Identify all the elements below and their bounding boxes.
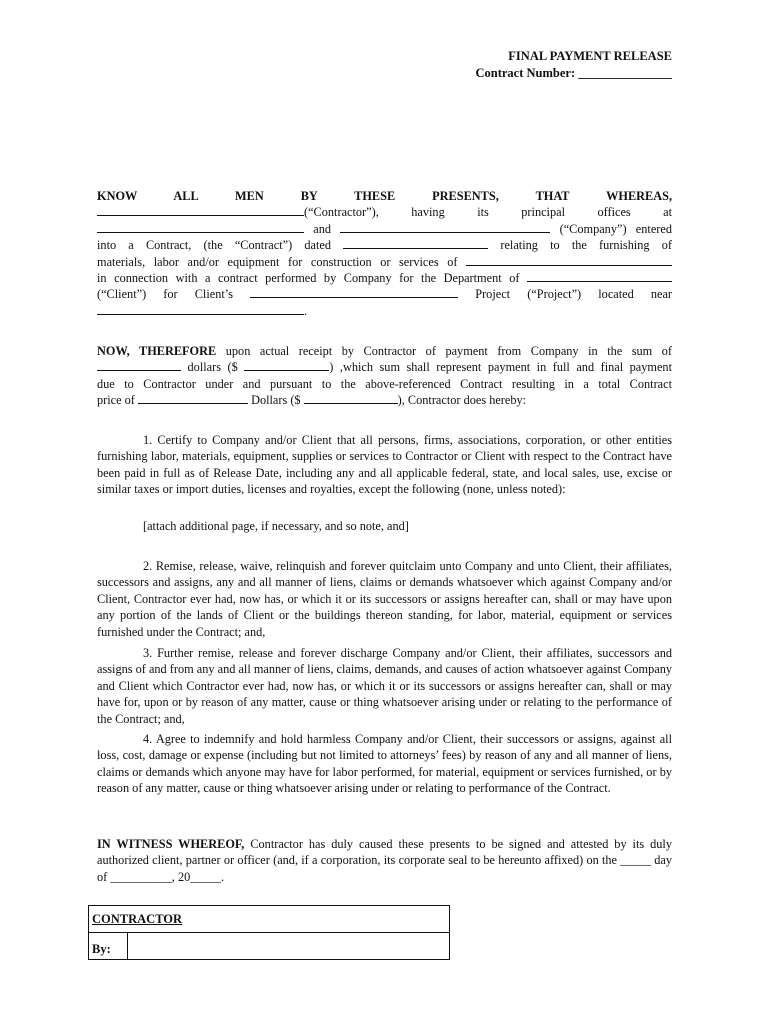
contract-date-blank[interactable] xyxy=(343,237,488,249)
signature-block xyxy=(88,905,450,960)
company-blank[interactable] xyxy=(340,221,550,233)
price-words-blank[interactable] xyxy=(138,392,248,404)
offices-blank[interactable] xyxy=(97,221,304,233)
recital-line-1: KNOW ALL MEN BY THESE PRESENTS, THAT WHEREAS, xyxy=(97,189,673,203)
signature-field[interactable] xyxy=(128,933,450,960)
recital-paragraph xyxy=(97,188,672,319)
now-therefore-paragraph xyxy=(97,343,672,409)
signature-heading: CONTRACTOR xyxy=(89,906,450,933)
payment-words-blank[interactable] xyxy=(97,359,181,371)
price-amount-blank[interactable] xyxy=(304,392,398,404)
by-label: By: xyxy=(89,933,128,960)
project-blank[interactable] xyxy=(250,286,458,298)
now-therefore-line-4: price of Dollars ($ ), Contractor does hereby: xyxy=(97,393,527,408)
location-blank[interactable] xyxy=(97,303,304,315)
contract-number: Contract Number: _______________ xyxy=(475,66,672,80)
now-therefore-line-1: NOW, THEREFORE upon actual receipt by Contractor of payment from Company in the sum of xyxy=(97,344,673,358)
recital-line-2: (“Contractor”), having its principal offices at xyxy=(97,204,672,220)
recital-line-3: and (“Company”) entered xyxy=(97,221,672,237)
recital-line-6: in connection with a contract performed by Company for the Department of xyxy=(97,270,672,286)
contractor-blank[interactable] xyxy=(97,204,304,216)
clause-1-note: [attach additional page, if necessary, and so note, and] xyxy=(143,519,409,533)
recital-line-5: materials, labor and/or equipment for construction or services of xyxy=(97,254,672,270)
document-title: FINAL PAYMENT RELEASE xyxy=(508,49,672,63)
recital-line-7: (“Client”) for Client’s Project (“Project”) located near xyxy=(97,287,673,302)
payment-amount-blank[interactable] xyxy=(244,359,329,371)
now-therefore-line-2: dollars ($ ) ,which sum shall represent payment in full and final payment xyxy=(97,359,672,375)
services-blank[interactable] xyxy=(466,254,672,266)
clause-4: 4. Agree to indemnify and hold harmless Company and/or Client, their successors or assigns, against all loss, cost, damage or expense (including but not limited to attorneys’ fees) by reason of any and all manner of liens, claims or demands which anyone may have for labor performed, for material, equipment or services furnished, or by reason of any matter, cause or thing whatsoever arising under or relating to performance of the Contract. xyxy=(97,732,672,796)
recital-line-4: into a Contract, (the “Contract”) dated relating to the furnishing of xyxy=(97,238,672,253)
clause-1: 1. Certify to Company and/or Client that all persons, firms, associations, corporation, or other entities furnishing labor, materials, equipment, supplies or services to Contractor or Client with respect to the Contract have been paid in full as of Release Date, including any and all applicable federal, state, and local sales, use, excise or similar taxes or import duties, licenses and royalties, except the following (none, unless noted): xyxy=(97,433,672,497)
document-header xyxy=(475,48,672,82)
witness-paragraph: IN WITNESS WHEREOF, Contractor has duly caused these presents to be signed and attested by its duly authorized client, partner or officer (and, if a corporation, its corporate seal to be hereunto affixed) on the _____ day of __________, 20_____. xyxy=(97,837,672,884)
clause-3: 3. Further remise, release and forever discharge Company and/or Client, their affiliates, successors and assigns of and from any and all manner of liens, claims, demands, and causes of action whatsoever against Company and Client which Contractor ever had, now has, or which it or its successors or assigns hereafter can, shall or may have for, upon or by reason of any matter, cause or thing whatsoever arising under or relating to the performance of the Contract; and, xyxy=(97,646,672,726)
recital-line-8: . xyxy=(97,303,672,319)
now-therefore-line-3: due to Contractor under and pursuant to the above-referenced Contract resulting in a total Contract xyxy=(97,376,672,391)
department-blank[interactable] xyxy=(527,270,672,282)
clause-2: 2. Remise, release, waive, relinquish and forever quitclaim unto Company and unto Client, their affiliates, successors and assigns, any and all manner of liens, claims or demands whatsoever which against Company and/or Client, Contractor ever had, now has, or which it or its successors or assigns hereafter can, shall or may have upon any portion of the lands of Client or the buildings thereon standing, for labor, material, equipment or services furnished under the Contract; and, xyxy=(97,559,672,639)
